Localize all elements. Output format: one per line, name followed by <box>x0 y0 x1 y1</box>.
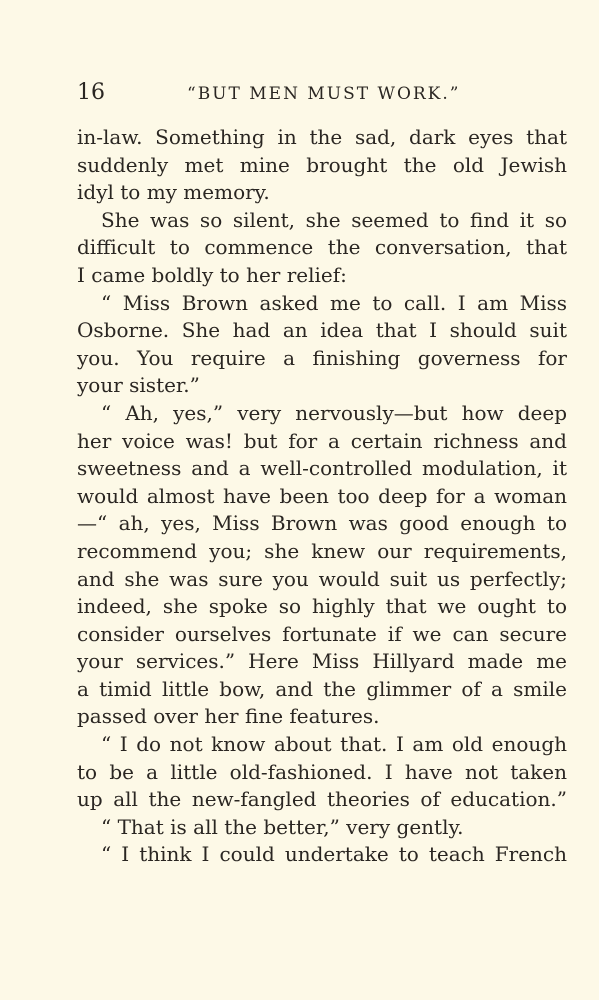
page-number: 16 <box>77 80 105 105</box>
text-line: consider ourselves fortunate if we can secure <box>77 621 567 646</box>
text-line: your services.” Here Miss Hillyard made me <box>77 649 567 674</box>
text-line: your sister.” <box>77 373 200 398</box>
text-line: to be a little old-fashioned. I have not taken <box>77 759 567 784</box>
text-line: up all the new-fangled theories of education.” <box>77 787 567 812</box>
text-line: idyl to my memory. <box>77 180 270 205</box>
text-line: and she was sure you would suit us perfectly; <box>77 566 567 591</box>
text-line: “ That is all the better,” very gently. <box>101 814 464 839</box>
text-line: passed over her fine features. <box>77 704 380 729</box>
text-line: “ I do not know about that. I am old enough <box>101 732 567 757</box>
text-line: suddenly met mine brought the old Jewish <box>77 152 567 177</box>
text-line: “ Miss Brown asked me to call. I am Miss <box>101 290 567 315</box>
text-line: a timid little bow, and the glimmer of a smile <box>77 676 567 701</box>
text-line: would almost have been too deep for a woman <box>77 483 567 508</box>
running-title: “BUT MEN MUST WORK.” <box>187 84 461 104</box>
text-line: Osborne. She had an idea that I should suit <box>77 318 567 343</box>
text-line: recommend you; she knew our requirements, <box>77 538 567 563</box>
text-line: —“ ah, yes, Miss Brown was good enough to <box>77 511 567 536</box>
text-line: her voice was! but for a certain richness and <box>77 428 567 453</box>
text-line: in-law. Something in the sad, dark eyes that <box>77 125 567 149</box>
page-header <box>77 78 567 108</box>
text-line: She was so silent, she seemed to find it so <box>101 207 567 232</box>
text-line: I came boldly to her relief: <box>77 262 347 287</box>
body-text <box>77 124 567 869</box>
text-line: “ I think I could undertake to teach French <box>101 842 567 867</box>
text-line: sweetness and a well-controlled modulation, it <box>77 456 567 481</box>
text-line: you. You require a finishing governess for <box>77 345 567 370</box>
text-line: “ Ah, yes,” very nervously—but how deep <box>101 400 567 425</box>
text-line: indeed, she spoke so highly that we ought to <box>77 594 567 619</box>
text-line: difficult to commence the conversation, that <box>77 235 567 260</box>
